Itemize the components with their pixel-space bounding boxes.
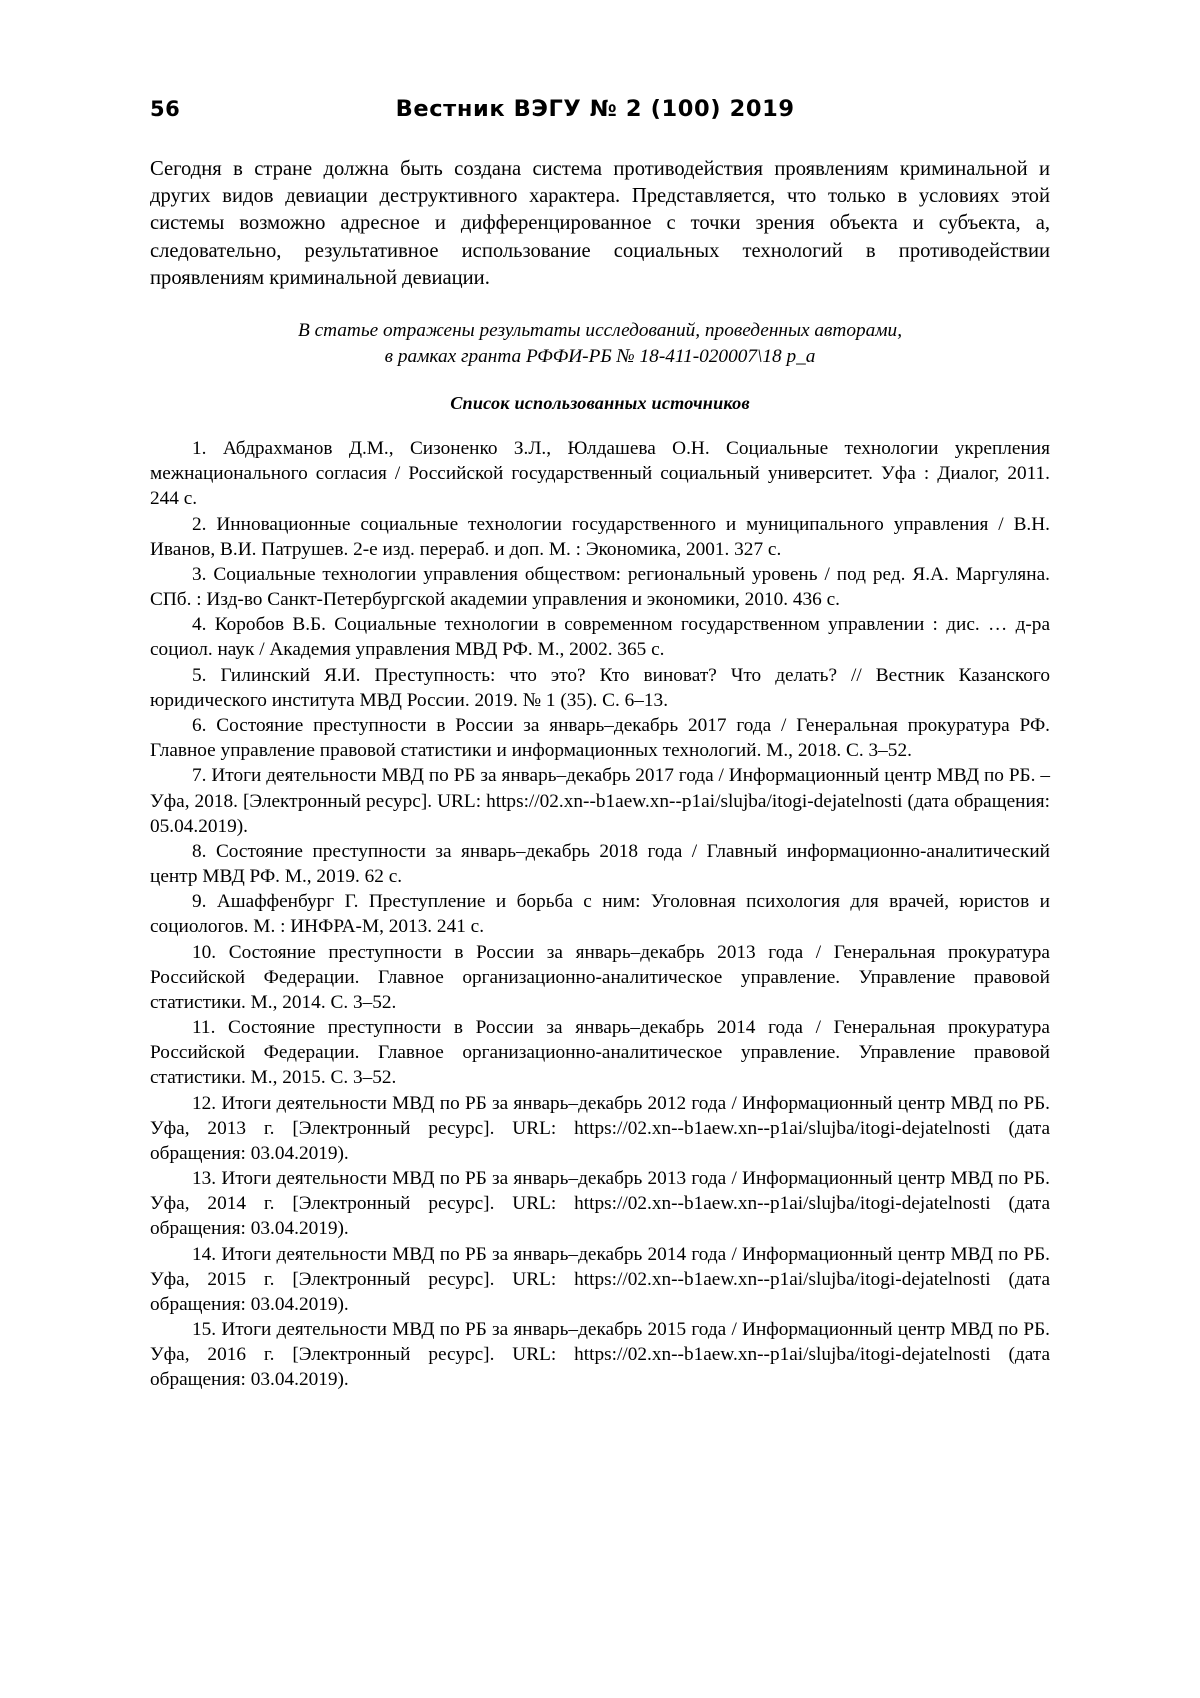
reference-item: 4. Коробов В.Б. Социальные технологии в современном государственном управлении : дис. … д-ра социол. наук / Академия управления МВД РФ. М., 2002. 365 с. (150, 614, 1050, 661)
references-heading: Список использованных источников (450, 393, 750, 414)
grant-note-line-2: в рамках гранта РФФИ-РБ № 18-411-020007\18 р_а (384, 346, 816, 368)
reference-item: 1. Абдрахманов Д.М., Сизоненко З.Л., Юлдашева О.Н. Социальные технологии укрепления межнационального согласия / Российской государственный социальный университет. Уфа : Диалог, 2011. 244 с. (150, 438, 1050, 510)
reference-item: 10. Состояние преступности в России за январь–декабрь 2013 года / Генеральная прокуратура Российской Федерации. Главное организационно-аналитическое управление. Управление правовой статистики. М., 2014. С. 3–52. (150, 941, 1050, 1013)
reference-item: 6. Состояние преступности в России за январь–декабрь 2017 года / Генеральная прокуратура РФ. Главное управление правовой статистики и информационных технологий. М., 2018. С. 3–52. (150, 715, 1050, 762)
reference-item: 12. Итоги деятельности МВД по РБ за январь–декабрь 2012 года / Информационный центр МВД по РБ. Уфа, 2013 г. [Электронный ресурс]. URL: https://02.xn--b1aew.xn--p1ai/slujba/itogi-dejatelnosti (дата обращения: 03.04.2019). (150, 1092, 1050, 1164)
page-number: 56 (150, 97, 181, 121)
reference-item: 8. Состояние преступности за январь–декабрь 2018 года / Главный информационно-аналитический центр МВД РФ. М., 2019. 62 с. (150, 840, 1050, 888)
body-paragraph: Сегодня в стране должна быть создана система противодействия проявлениям криминальной и других видов девиации деструктивного характера. Представляется, что только в условиях этой системы возможно адресное и дифференцированное с точки зрения объекта и субъекта, а, следовательно, результативное использование социальных технологий в противодействии проявлениям криминальной девиации. (150, 158, 1050, 289)
reference-item: 7. Итоги деятельности МВД по РБ за январь–декабрь 2017 года / Информационный центр МВД по РБ. – Уфа, 2018. [Электронный ресурс]. URL: https://02.xn--b1aew.xn--p1ai/slujba/itogi-dejatelnosti (дата обращения: 05.04.2019). (150, 765, 1050, 837)
running-head (150, 96, 1050, 122)
reference-item: 3. Социальные технологии управления обществом: региональный уровень / под ред. Я.А. Маргуляна. СПб. : Изд-во Санкт-Петербургской академии управления и экономики, 2010. 436 с. (150, 563, 1050, 611)
reference-item: 9. Ашаффенбург Г. Преступление и борьба с ним: Уголовная психология для врачей, юристов и социологов. М. : ИНФРА-М, 2013. 241 с. (150, 891, 1050, 938)
page-content (150, 96, 1050, 1393)
journal-title: Вестник ВЭГУ № 2 (100) 2019 (395, 96, 795, 122)
reference-item: 11. Состояние преступности в России за январь–декабрь 2014 года / Генеральная прокуратура Российской Федерации. Главное организационно-аналитическое управление. Управление правовой статистики. М., 2015. С. 3–52. (150, 1017, 1050, 1089)
reference-item: 15. Итоги деятельности МВД по РБ за январь–декабрь 2015 года / Информационный центр МВД по РБ. Уфа, 2016 г. [Электронный ресурс]. URL: https://02.xn--b1aew.xn--p1ai/slujba/itogi-dejatelnosti (дата обращения: 03.04.2019). (150, 1319, 1050, 1391)
reference-item: 2. Инновационные социальные технологии государственного и муниципального управления / В.Н. Иванов, В.И. Патрушев. 2-е изд. перераб. и доп. М. : Экономика, 2001. 327 с. (150, 513, 1050, 560)
reference-item: 13. Итоги деятельности МВД по РБ за январь–декабрь 2013 года / Информационный центр МВД по РБ. Уфа, 2014 г. [Электронный ресурс]. URL: https://02.xn--b1aew.xn--p1ai/slujba/itogi-dejatelnosti (дата обращения: 03.04.2019). (150, 1168, 1050, 1240)
reference-item: 5. Гилинский Я.И. Преступность: что это? Кто виноват? Что делать? // Вестник Казанского юридического института МВД России. 2019. № 1 (35). С. 6–13. (150, 664, 1050, 711)
grant-note-line-1: В статье отражены результаты исследований, проведенных авторами, (297, 319, 903, 341)
grant-note (150, 318, 1050, 371)
reference-item: 14. Итоги деятельности МВД по РБ за январь–декабрь 2014 года / Информационный центр МВД по РБ. Уфа, 2015 г. [Электронный ресурс]. URL: https://02.xn--b1aew.xn--p1ai/slujba/itogi-dejatelnosti (дата обращения: 03.04.2019). (150, 1243, 1050, 1315)
references-list (150, 436, 1050, 1393)
